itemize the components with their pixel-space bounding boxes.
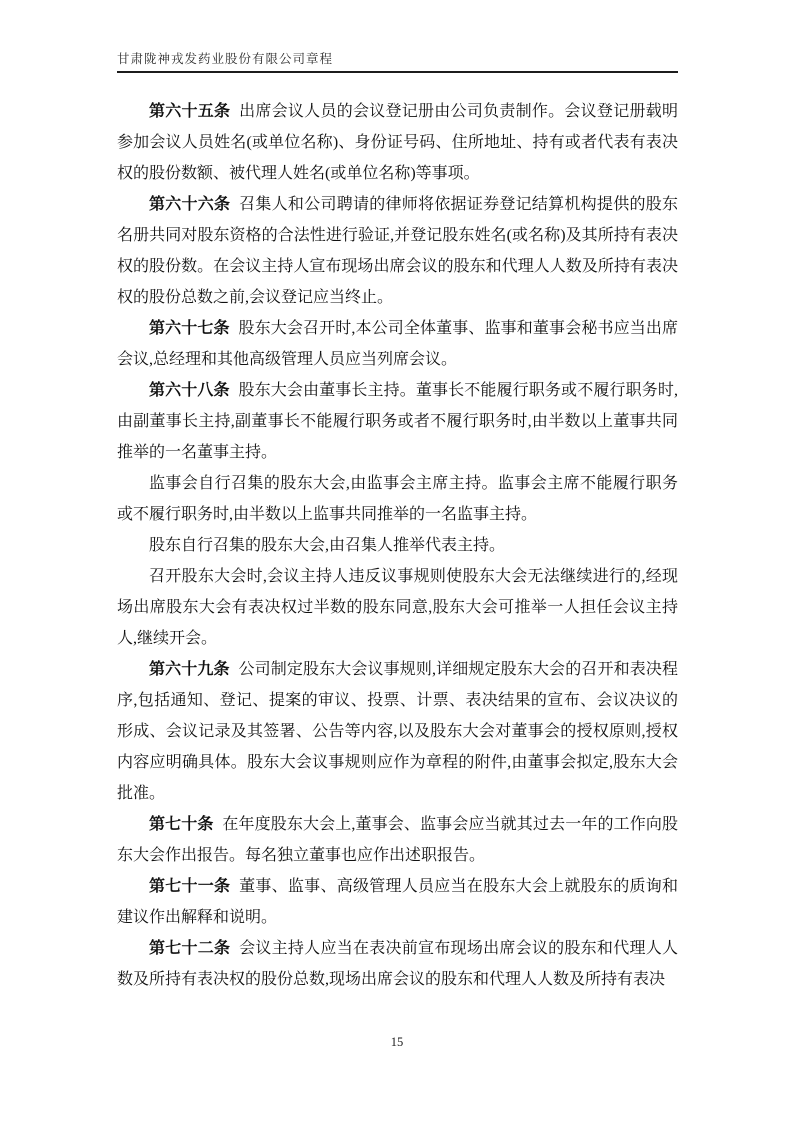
- paragraph-text: 股东大会召开时,本公司全体董事、监事和董事会秘书应当出席会议,总经理和其他高级管理人员应当列席会议。: [117, 320, 678, 368]
- page-header: [117, 49, 678, 73]
- document-body: [117, 96, 678, 995]
- article-number: 第六十五条: [149, 103, 231, 120]
- paragraph-text: 召开股东大会时,会议主持人违反议事规则使股东大会无法继续进行的,经现场出席股东大会有表决权过半数的股东同意,股东大会可推举一人担任会议主持人,继续开会。: [117, 568, 678, 647]
- paragraph-text: 出席会议人员的会议登记册由公司负责制作。会议登记册载明参加会议人员姓名(或单位名称)、身份证号码、住所地址、持有或者代表有表决权的股份数额、被代理人姓名(或单位名称)等事项。: [117, 103, 678, 182]
- paragraph-text: 在年度股东大会上,董事会、监事会应当就其过去一年的工作向股东大会作出报告。每名独立董事也应作出述职报告。: [117, 816, 678, 864]
- paragraph-text: 公司制定股东大会议事规则,详细规定股东大会的召开和表决程序,包括通知、登记、提案的审议、投票、计票、表决结果的宣布、会议决议的形成、会议记录及其签署、公告等内容,以及股东大会对董事会的授权原则,授权内容应明确具体。股东大会议事规则应作为章程的附件,由董事会拟定,股东大会批准。: [117, 661, 678, 802]
- article-number: 第六十七条: [149, 320, 230, 337]
- paragraph: [117, 96, 678, 189]
- article-number: 第六十八条: [149, 382, 230, 399]
- paragraph: [117, 313, 678, 375]
- paragraph: [117, 561, 678, 654]
- paragraph: [117, 530, 678, 561]
- page-footer: [0, 1033, 794, 1051]
- article-number: 第七十条: [149, 816, 214, 833]
- paragraph: [117, 468, 678, 530]
- article-number: 第七十二条: [149, 940, 231, 957]
- page-number: 15: [390, 1035, 404, 1049]
- article-number: 第六十六条: [149, 196, 231, 213]
- paragraph: [117, 871, 678, 933]
- header-title: 甘肃陇神戎发药业股份有限公司章程: [117, 52, 334, 66]
- paragraph-text: 股东大会由董事长主持。董事长不能履行职务或不履行职务时,由副董事长主持,副董事长不能履行职务或者不履行职务时,由半数以上董事共同推举的一名董事主持。: [117, 382, 678, 461]
- header-divider: [117, 71, 678, 73]
- paragraph: [117, 375, 678, 468]
- article-number: 第六十九条: [149, 661, 230, 678]
- paragraph-text: 召集人和公司聘请的律师将依据证券登记结算机构提供的股东名册共同对股东资格的合法性进行验证,并登记股东姓名(或名称)及其所持有表决权的股份数。在会议主持人宣布现场出席会议的股东和代理人人数及所持有表决权的股份总数之前,会议登记应当终止。: [117, 196, 678, 306]
- paragraph-text: 会议主持人应当在表决前宣布现场出席会议的股东和代理人人数及所持有表决权的股份总数,现场出席会议的股东和代理人人数及所持有表决: [117, 940, 678, 988]
- paragraph: [117, 933, 678, 995]
- paragraph-text: 股东自行召集的股东大会,由召集人推举代表主持。: [149, 537, 506, 554]
- paragraph: [117, 809, 678, 871]
- paragraph: [117, 189, 678, 313]
- article-number: 第七十一条: [149, 878, 231, 895]
- paragraph-text: 监事会自行召集的股东大会,由监事会主席主持。监事会主席不能履行职务或不履行职务时,由半数以上监事共同推举的一名监事主持。: [117, 475, 678, 523]
- paragraph: [117, 654, 678, 809]
- paragraph-text: 董事、监事、高级管理人员应当在股东大会上就股东的质询和建议作出解释和说明。: [117, 878, 678, 926]
